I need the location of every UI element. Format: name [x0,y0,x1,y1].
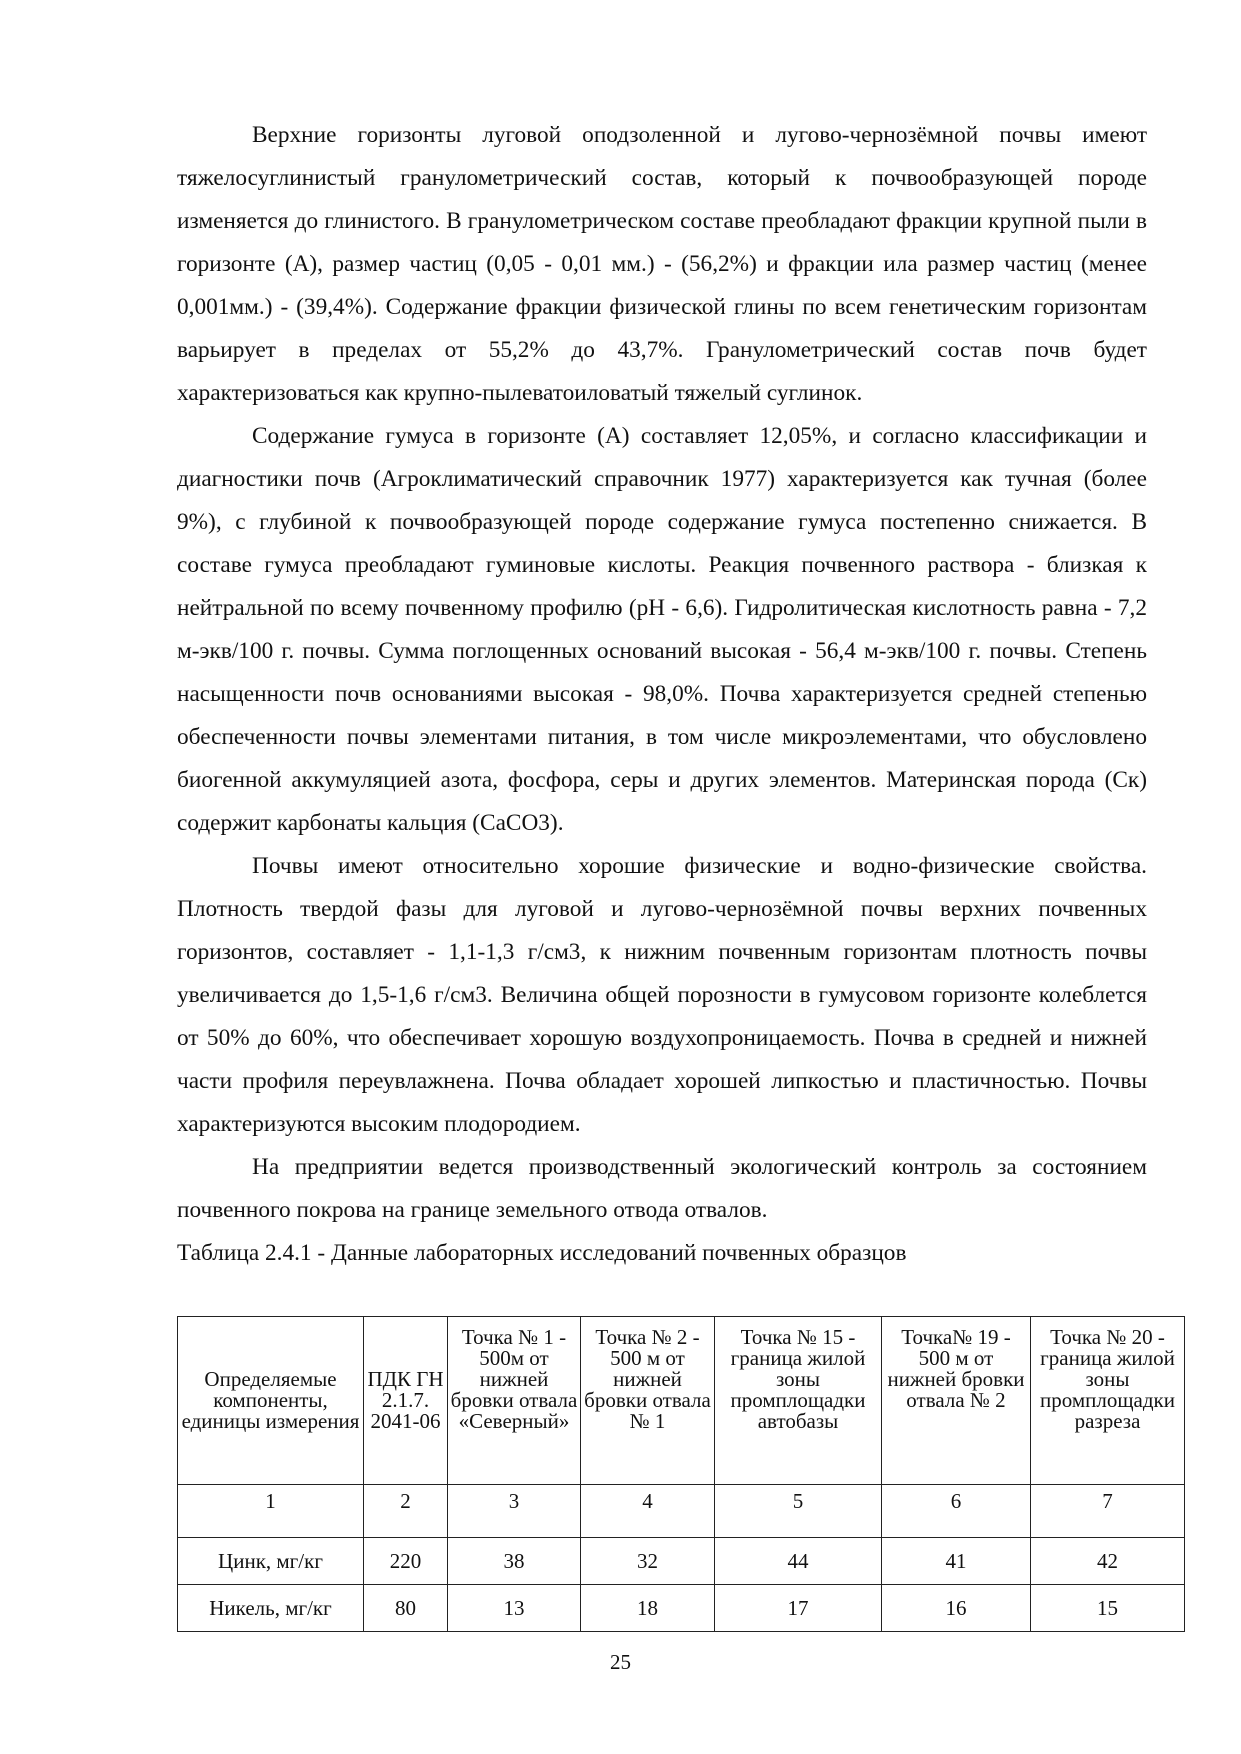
column-number-cell: 4 [581,1485,715,1538]
paragraph-physical-properties: Почвы имеют относительно хорошие физические и водно-физические свойства. Плотность твердой фазы для луговой и лугово-чернозёмной почвы верхних почвенных горизонтов, составляет - 1,1-1,3 г/см3, к нижним почвенным горизонтам плотность почвы увеличивается до 1,5-1,6 г/см3. Величина общей порозности в гумусовом горизонте колеблется от 50% до 60%, что обеспечивает хорошую воздухопроницаемость. Почва в средней и нижней части профиля переувлажнена. Почва обладает хорошей липкостью и пластичностью. Почвы характеризуются высоким плодородием. [177,853,1147,1137]
header-cell-point-15: Точка № 15 - граница жилой зоны промплощадки автобазы [715,1317,882,1485]
header-cell-point-1: Точка № 1 - 500м от нижней бровки отвала «Северный» [448,1317,581,1485]
table-cell: 41 [882,1538,1031,1585]
column-number-cell: 5 [715,1485,882,1538]
table-caption: Таблица 2.4.1 - Данные лабораторных исследований почвенных образцов [177,1240,907,1266]
paragraph-monitoring: На предприятии ведется производственный экологический контроль за состоянием почвенного покрова на границе земельного отвода отвалов. [177,1154,1147,1223]
body-text [177,114,1147,1275]
table-row-nickel [178,1585,1185,1632]
table-cell: 80 [364,1585,448,1632]
table-cell: 32 [581,1538,715,1585]
header-cell-point-2: Точка № 2 - 500 м от нижней бровки отвала № 1 [581,1317,715,1485]
column-number-cell: 2 [364,1485,448,1538]
table-cell-component: Никель, мг/кг [178,1585,364,1632]
table-cell: 16 [882,1585,1031,1632]
header-cell-component: Определяемые компоненты, единицы измерения [178,1317,364,1485]
header-cell-point-19: Точка№ 19 - 500 м от нижней бровки отвала № 2 [882,1317,1031,1485]
column-number-cell: 1 [178,1485,364,1538]
table-column-number-row [178,1485,1185,1538]
table-header-row [178,1317,1185,1485]
page-number: 25 [610,1650,631,1674]
paragraph-humus: Содержание гумуса в горизонте (А) составляет 12,05%, и согласно классификации и диагностики почв (Агроклиматический справочник 1977) характеризуется как тучная (более 9%), с глубиной к почвообразующей породе содержание гумуса постепенно снижается. В составе гумуса преобладают гуминовые кислоты. Реакция почвенного раствора - близкая к нейтральной по всему почвенному профилю (pH - 6,6). Гидролитическая кислотность равна - 7,2 м-экв/100 г. почвы. Сумма поглощенных оснований высокая - 56,4 м-экв/100 г. почвы. Степень насыщенности почв основаниями высокая - 98,0%. Почва характеризуется средней степенью обеспеченности почвы элементами питания, в том числе микроэлементами, что обусловлено биогенной аккумуляцией азота, фосфора, серы и других элементов. Материнская порода (Ск) содержит карбонаты кальция (CaCO3). [177,423,1147,836]
table-cell: 17 [715,1585,882,1632]
table-cell: 44 [715,1538,882,1585]
table-cell: 18 [581,1585,715,1632]
lab-results-table [177,1316,1185,1632]
table-row-zinc [178,1538,1185,1585]
table-cell: 13 [448,1585,581,1632]
column-number-cell: 3 [448,1485,581,1538]
table-cell: 15 [1031,1585,1185,1632]
table-cell-component: Цинк, мг/кг [178,1538,364,1585]
table-cell: 220 [364,1538,448,1585]
table-cell: 38 [448,1538,581,1585]
header-cell-point-20: Точка № 20 - граница жилой зоны промплощадки разреза [1031,1317,1185,1485]
table-cell: 42 [1031,1538,1185,1585]
paragraph-soil-texture: Верхние горизонты луговой оподзоленной и лугово-чернозёмной почвы имеют тяжелосуглинистый гранулометрический состав, который к почвообразующей породе изменяется до глинистого. В гранулометрическом составе преобладают фракции крупной пыли в горизонте (А), размер частиц (0,05 - 0,01 мм.) - (56,2%) и фракции ила размер частиц (менее 0,001мм.) - (39,4%). Содержание фракции физической глины по всем генетическим горизонтам варьирует в пределах от 55,2% до 43,7%. Гранулометрический состав почв будет характеризоваться как крупно-пылеватоиловатый тяжелый суглинок. [177,122,1147,406]
column-number-cell: 7 [1031,1485,1185,1538]
column-number-cell: 6 [882,1485,1031,1538]
header-cell-pdk: ПДК ГН 2.1.7. 2041-06 [364,1317,448,1485]
